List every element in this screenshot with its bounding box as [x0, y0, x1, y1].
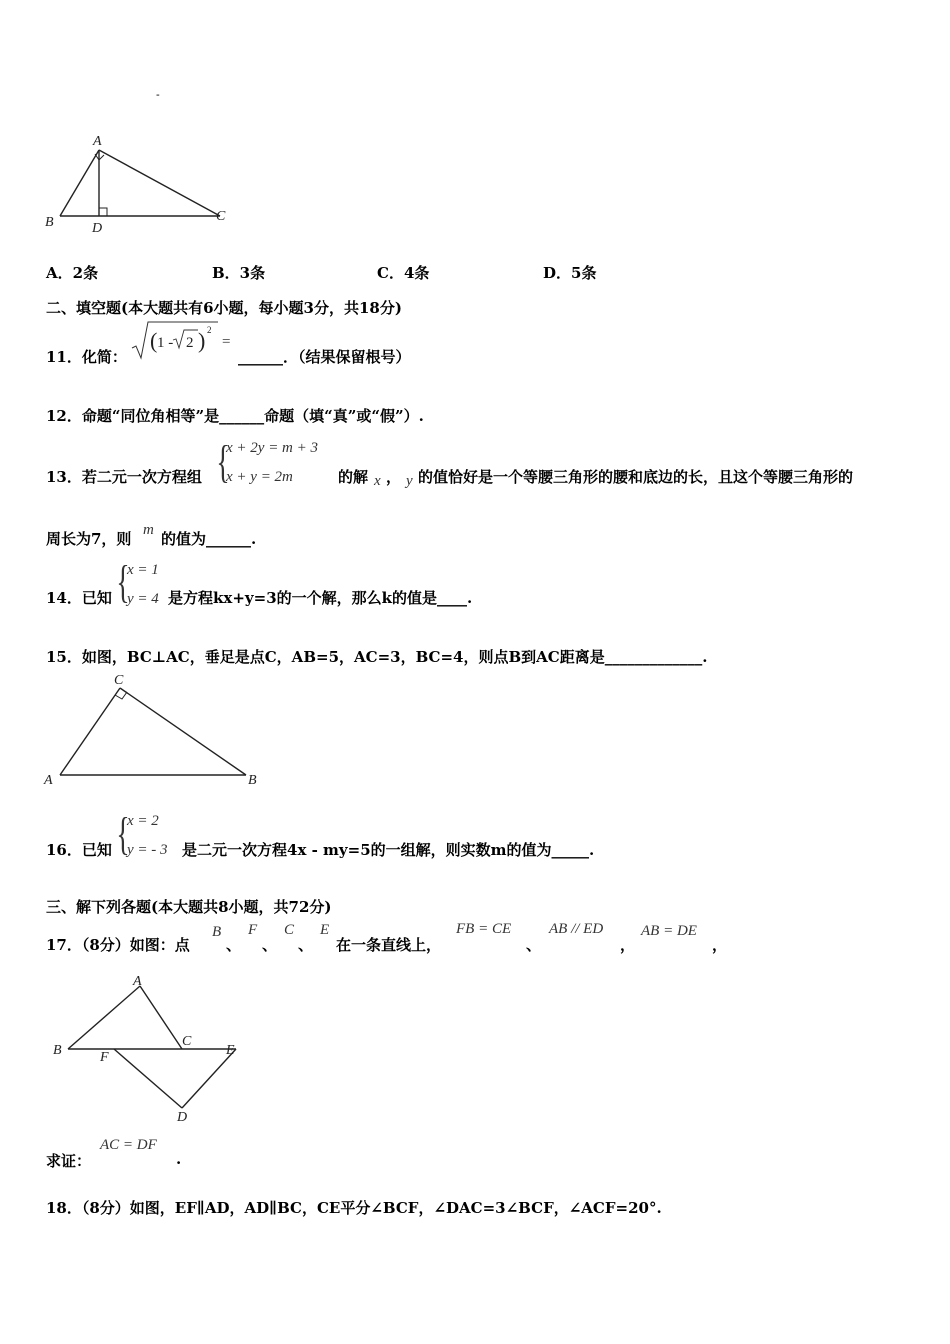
q13-sep: ，: [386, 468, 402, 486]
q10-label-a: A: [93, 134, 102, 149]
q11-answer-line: ______．（结果保留根号）: [238, 348, 411, 366]
q17-number: 17．（8分）如图：点: [46, 936, 190, 954]
q17-sep5: ，: [620, 936, 636, 954]
option-b: B．3条: [212, 264, 266, 282]
q13-var-x: x: [374, 473, 381, 489]
q13-eq1: x + 2y = m + 3: [226, 440, 319, 456]
q13-eq2: x + y = 2m: [226, 469, 293, 485]
q17-point-e: E: [320, 922, 330, 938]
stray-mark: -: [156, 88, 160, 101]
q17-cond2: AB // ED: [549, 921, 604, 937]
option-c: C．4条: [377, 264, 430, 282]
q15-label-a: A: [44, 773, 53, 788]
svg-text:): ): [198, 328, 206, 353]
q13-tail: 的值恰好是一个等腰三角形的腰和底边的长，且这个等腰三角形的: [418, 468, 854, 486]
q16-brace: {: [116, 808, 130, 859]
q11-sqrt-expression: [130, 318, 222, 362]
q11-number: 11．化简：: [46, 348, 127, 366]
q17-cond1: FB = CE: [456, 921, 512, 937]
q11-equals: =: [222, 334, 231, 350]
q13-brace: {: [216, 436, 230, 487]
q17-prove-label: 求证：: [46, 1152, 92, 1170]
q17-label-e: E: [226, 1043, 235, 1058]
q12-text: 12．命题“同位角相等”是______命题（填“真”或“假”）.: [46, 407, 424, 425]
q16-eq2: y = - 3: [127, 842, 168, 858]
q16-eq1: x = 2: [127, 813, 159, 829]
q13-line2-a: 周长为7，则: [46, 530, 132, 548]
q13-line2-b: 的值为______.: [161, 530, 257, 548]
q13-var-y: y: [406, 473, 413, 489]
q17-sep1: 、: [226, 936, 242, 954]
q10-triangle-figure: [40, 128, 240, 238]
q18-text: 18．（8分）如图，EF∥AD，AD∥BC，CE平分∠BCF，∠DAC=3∠BCF，∠ACF=20°.: [46, 1199, 662, 1217]
q13-var-m: m: [143, 522, 154, 538]
q17-text1: 在一条直线上，: [336, 936, 442, 954]
q17-figure: [44, 968, 249, 1126]
q14-eq1: x = 1: [127, 562, 159, 578]
q14-number: 14．已知: [46, 589, 112, 607]
q15-label-c: C: [114, 673, 124, 688]
section2-heading: 二、填空题(本大题共有6小题，每小题3分，共18分): [46, 299, 402, 317]
q17-label-a: A: [133, 974, 142, 989]
q17-sep4: 、: [526, 936, 542, 954]
q17-point-b: B: [212, 924, 222, 940]
q17-point-f: F: [248, 922, 258, 938]
q17-point-c: C: [284, 922, 295, 938]
svg-text:2: 2: [186, 335, 194, 351]
q17-label-f: F: [100, 1050, 109, 1065]
q13-number: 13．若二元一次方程组: [46, 468, 202, 486]
q14-text: 是方程kx+y=3的一个解，那么k的值是____.: [168, 589, 473, 607]
svg-text:(: (: [150, 328, 158, 353]
q15-triangle-figure: [40, 668, 280, 790]
q17-sep3: 、: [298, 936, 314, 954]
q17-end: .: [176, 1150, 182, 1168]
section3-heading: 三、解下列各题(本大题共8小题，共72分): [46, 898, 332, 916]
option-d: D．5条: [543, 264, 597, 282]
q15-text: 15．如图，BC⊥AC，垂足是点C，AB=5，AC=3，BC=4，则点B到AC距离是_____________.: [46, 648, 708, 666]
q17-sep6: ，: [712, 936, 728, 954]
q17-prove: AC = DF: [100, 1137, 157, 1153]
q17-cond3: AB = DE: [641, 923, 697, 939]
q14-brace: {: [116, 556, 130, 607]
q15-label-b: B: [248, 773, 257, 788]
q16-text: 是二元一次方程4x - my=5的一组解，则实数m的值为_____.: [182, 841, 595, 859]
svg-text:1 -: 1 -: [157, 335, 174, 351]
svg-text:2: 2: [207, 325, 212, 335]
q10-label-c: C: [216, 209, 226, 224]
q17-label-c: C: [182, 1034, 192, 1049]
q13-mid: 的解: [338, 468, 369, 486]
q17-sep2: 、: [262, 936, 278, 954]
q10-label-d: D: [92, 221, 103, 236]
q16-number: 16．已知: [46, 841, 112, 859]
option-a: A．2条: [46, 264, 99, 282]
q17-label-d: D: [177, 1110, 188, 1125]
q10-label-b: B: [45, 215, 54, 230]
q14-eq2: y = 4: [127, 591, 159, 607]
q17-label-b: B: [53, 1043, 62, 1058]
